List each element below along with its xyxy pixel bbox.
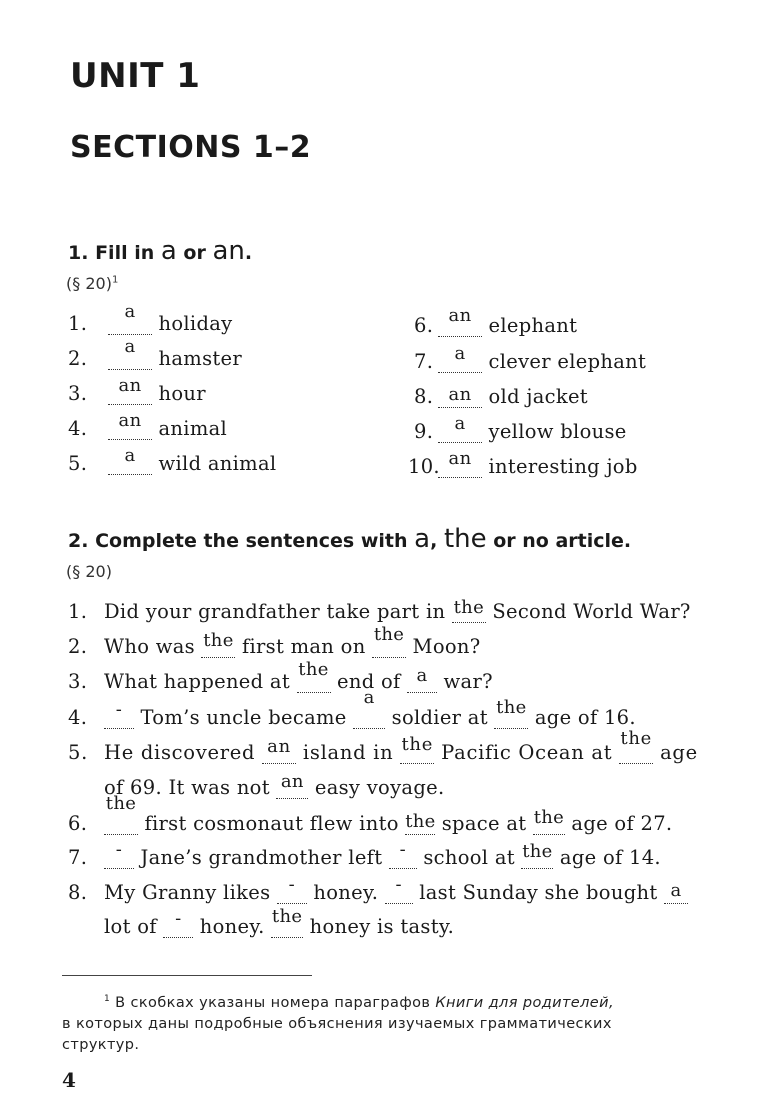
footnote-line-3: структур.	[62, 1037, 140, 1053]
sentence-text: age	[653, 741, 698, 764]
item-text: yellow blouse	[488, 420, 627, 443]
item-number: 8.	[68, 881, 88, 904]
answer-text: the	[620, 728, 652, 749]
item-text: holiday	[158, 312, 233, 335]
item-number: 2.	[68, 635, 88, 658]
answer-blank	[108, 445, 152, 475]
word-an: an	[212, 236, 245, 266]
answer-text: an	[448, 305, 472, 326]
answer-text: a	[124, 336, 136, 357]
answer-blank	[297, 659, 331, 693]
ex1-item-4	[68, 410, 228, 440]
answer-text: -	[115, 839, 123, 860]
section-title: SECTIONS 1–2	[70, 130, 312, 165]
exercise-1-reference	[66, 274, 118, 293]
answer-blank	[262, 736, 296, 764]
exercise-2-title	[68, 524, 631, 554]
answer-blank	[438, 384, 482, 408]
sentence-text: honey.	[193, 915, 272, 938]
item-number: 5.	[68, 452, 88, 475]
ex2-sentence-7	[68, 839, 661, 869]
ex2-sentence-5-continued	[104, 771, 445, 799]
sentence-text: war?	[437, 670, 493, 693]
answer-blank	[277, 874, 307, 904]
answer-blank	[438, 413, 482, 443]
sentence-text: lot of	[104, 915, 164, 938]
comma: ,	[430, 530, 444, 552]
answer-text: -	[395, 874, 402, 895]
answer-blank	[201, 630, 235, 658]
word-a: a	[160, 236, 177, 266]
sentence-text: of 69. It was not	[104, 776, 277, 799]
item-text: hour	[158, 382, 206, 405]
answer-text: the	[405, 811, 436, 832]
instruction-end: or no article.	[486, 530, 632, 552]
word-or: or	[176, 242, 213, 264]
answer-blank	[452, 597, 486, 623]
sentence-text: Who was	[104, 635, 202, 658]
answer-text: -	[175, 908, 182, 929]
answer-blank	[108, 336, 152, 370]
sentence-text: last Sunday she bought	[412, 881, 664, 904]
item-number: 1.	[68, 312, 88, 335]
ex1-item-5	[68, 445, 277, 475]
item-text: old jacket	[488, 385, 588, 408]
footnote-line-2: в которых даны подробные объяснения изучаемых грамматических	[62, 1016, 612, 1032]
sentence-text: soldier at	[385, 706, 495, 729]
ex1-item-10	[408, 448, 638, 478]
sentence-text: He discovered	[104, 741, 263, 764]
sentence-text: easy voyage.	[308, 776, 445, 799]
sentence-text: end of	[330, 670, 408, 693]
footnote-marker: 1	[104, 994, 111, 1004]
sentence-text: Second World War?	[485, 600, 691, 623]
ex2-sentence-1	[68, 597, 691, 623]
answer-text: an	[280, 771, 304, 792]
sentence-text: What happened at	[104, 670, 297, 693]
answer-text: the	[522, 841, 553, 862]
ex2-sentence-5	[68, 728, 698, 764]
answer-text: the	[401, 734, 434, 755]
answer-blank	[533, 807, 565, 835]
item-number: 4.	[68, 706, 88, 729]
answer-blank	[405, 811, 436, 835]
ex2-sentence-2	[68, 624, 481, 658]
item-text: wild animal	[158, 452, 277, 475]
item-number: 10.	[408, 455, 440, 478]
answer-text: the	[271, 906, 303, 927]
exercise-1-instruction: Fill in	[95, 242, 161, 264]
exercise-2-reference: (§ 20)	[66, 562, 112, 581]
sentence-text: Tom’s uncle became	[134, 706, 354, 729]
answer-text: an	[118, 375, 142, 396]
answer-text: -	[115, 699, 123, 720]
sentence-text: school at	[416, 846, 522, 869]
ex2-sentence-6	[68, 793, 673, 835]
answer-blank	[104, 699, 134, 729]
ex1-item-3	[68, 375, 206, 405]
answer-text: -	[288, 874, 296, 895]
answer-blank	[104, 839, 134, 869]
sentence-text: honey is tasty.	[303, 915, 455, 938]
answer-blank	[521, 841, 553, 869]
exercise-2-instruction: Complete the sentences with	[95, 530, 415, 552]
answer-text: the	[496, 697, 527, 718]
sentence-text: space at	[435, 812, 533, 835]
footnote-text: В скобках указаны номера параграфов	[115, 994, 436, 1011]
reference-text: (§ 20)	[66, 274, 112, 293]
answer-blank	[664, 880, 688, 904]
item-number: 1.	[68, 600, 88, 623]
sentence-text: age of 16.	[528, 706, 636, 729]
answer-text: the	[373, 624, 405, 645]
sentence-text: island in	[296, 741, 401, 764]
answer-text: the	[453, 597, 485, 618]
exercise-1-number: 1.	[68, 242, 89, 264]
item-text: animal	[158, 417, 228, 440]
ex1-item-9	[414, 413, 627, 443]
word-the: the	[443, 524, 487, 554]
answer-blank	[619, 728, 653, 764]
footnote-book-title: Книги для родителей,	[435, 994, 614, 1011]
answer-text: a	[124, 445, 136, 466]
answer-blank	[494, 697, 528, 729]
title-period: .	[244, 242, 253, 264]
answer-blank	[353, 687, 385, 729]
ex1-item-8	[414, 385, 588, 408]
sentence-text: Moon?	[406, 635, 481, 658]
answer-text: a	[416, 665, 428, 686]
sentence-text: Pacific Ocean at	[434, 741, 620, 764]
footnote-divider	[62, 975, 312, 976]
sentence-text: Jane’s grandmother left	[134, 846, 389, 869]
answer-blank	[108, 410, 152, 440]
ex2-sentence-4	[68, 687, 636, 729]
ex2-sentence-8-continued	[104, 906, 455, 938]
word-a: a	[414, 524, 431, 554]
sentence-text: My Granny likes	[104, 881, 277, 904]
answer-text: an	[118, 410, 142, 431]
ex1-item-2	[68, 336, 242, 370]
answer-text: an	[267, 736, 291, 757]
answer-text: the	[533, 807, 565, 828]
answer-text: a	[670, 880, 682, 901]
answer-text: a	[124, 301, 136, 322]
answer-text: a	[454, 413, 466, 434]
sentence-text: first cosmonaut flew into	[138, 812, 406, 835]
answer-blank	[271, 906, 303, 938]
answer-blank	[438, 305, 482, 337]
answer-blank	[372, 624, 406, 658]
item-number: 3.	[68, 382, 88, 405]
exercise-2-number: 2.	[68, 530, 89, 552]
exercise-1-title	[68, 236, 252, 266]
ex2-sentence-3	[68, 659, 493, 693]
item-number: 6.	[414, 314, 434, 337]
answer-blank	[163, 908, 193, 938]
item-text: clever elephant	[488, 350, 647, 373]
answer-blank	[104, 793, 138, 835]
unit-title: UNIT 1	[70, 56, 201, 96]
item-number: 7.	[414, 350, 434, 373]
footnote-line-1	[104, 994, 614, 1011]
sentence-text: honey.	[306, 881, 385, 904]
item-number: 4.	[68, 417, 88, 440]
answer-blank	[400, 734, 434, 764]
answer-text: the	[298, 659, 329, 680]
answer-text: a	[454, 343, 466, 364]
item-number: 3.	[68, 670, 88, 693]
item-number: 5.	[68, 741, 89, 764]
item-text: interesting job	[488, 455, 638, 478]
item-number: 8.	[414, 385, 434, 408]
sentence-text: age of 14.	[553, 846, 661, 869]
answer-blank	[385, 874, 413, 904]
item-number: 9.	[414, 420, 434, 443]
ex1-item-6	[414, 305, 578, 337]
answer-blank	[438, 343, 482, 373]
item-text: elephant	[488, 314, 578, 337]
ex1-item-7	[414, 343, 647, 373]
sentence-text: Did your grandfather take part in	[104, 600, 452, 623]
answer-blank	[407, 665, 437, 693]
answer-blank	[108, 301, 152, 335]
answer-text: an	[448, 384, 472, 405]
ex2-sentence-8	[68, 874, 688, 904]
sentence-text: age of 27.	[564, 812, 673, 835]
answer-text: an	[448, 448, 472, 469]
item-number: 7.	[68, 846, 88, 869]
answer-text: the	[105, 793, 137, 814]
answer-blank	[276, 771, 308, 799]
sentence-text: first man on	[235, 635, 373, 658]
footnote-marker: 1	[111, 274, 119, 286]
answer-text: the	[203, 630, 234, 651]
answer-blank	[389, 839, 417, 869]
answer-blank	[438, 448, 482, 478]
answer-text: -	[399, 839, 407, 860]
page-number: 4	[62, 1068, 76, 1092]
item-text: hamster	[158, 347, 242, 370]
item-number: 6.	[68, 812, 88, 835]
answer-blank	[108, 375, 152, 405]
item-number: 2.	[68, 347, 88, 370]
answer-text: a	[363, 687, 375, 708]
ex1-item-1	[68, 301, 233, 335]
